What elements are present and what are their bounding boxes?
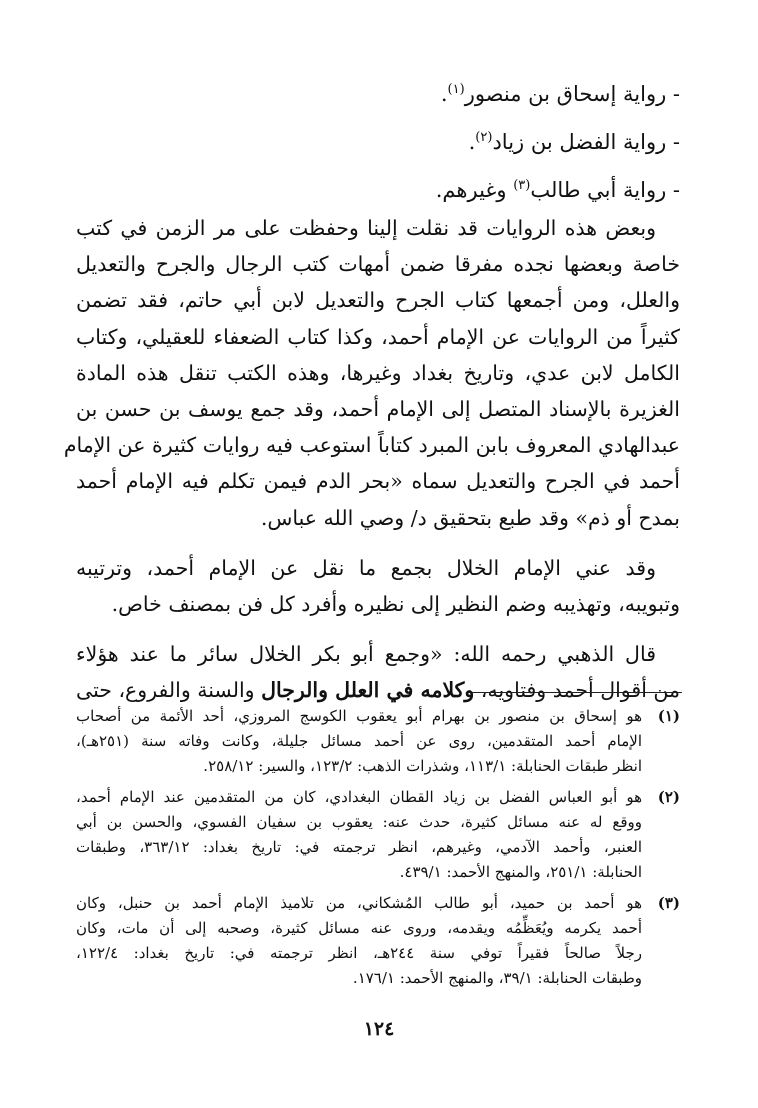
list-item: - رواية أبي طالب$^{(٣)}$ وغيرهم.: [435, 178, 680, 202]
text-line: والعلل، ومن أجمعها كتاب الجرح والتعديل لابن أبي حاتم، فقد تضمن: [76, 288, 680, 313]
paragraph: [63, 210, 680, 536]
footnote-line: ووقع له عنه مسائل كثيرة، حدث عنه: يعقوب بن سفيان الفسوي، والحسن بن أبي: [76, 813, 642, 831]
text-line: من أقوال أحمد وفتاويه، وكلامه في العلل والرجال والسنة والفروع، حتى: [75, 678, 680, 703]
footnote-ref[interactable]: (٢): [475, 130, 493, 145]
footnote-line: العنبر، وأحمد الآدمي، وغيرهم، انظر ترجمته في: تاريخ بغداد: ٣٦٣/١٢، وطبقات: [76, 838, 642, 856]
list-item: - رواية الفضل بن زياد$^{(٢)}$.: [468, 130, 680, 154]
footnote-line: هو أبو العباس الفضل بن زياد القطان البغدادي، كان من المتقدمين عند الإمام أحمد،: [76, 788, 642, 806]
footnote-line: هو إسحاق بن منصور بن بهرام أبو يعقوب الكوسج المروزي، أحد الأئمة من أصحاب: [76, 707, 642, 725]
footnote: [76, 785, 680, 885]
main-text: [63, 210, 680, 723]
footnote-number: (٢): [657, 788, 680, 806]
text-line: بمدح أو ذم» وقد طبع بتحقيق د/ وصي الله عباس.: [260, 505, 680, 530]
footnote-number: (٣): [657, 894, 680, 912]
footnotes: [76, 704, 680, 997]
paragraph: [76, 636, 680, 708]
list-item: - رواية إسحاق بن منصور$^{(١)}$.: [440, 82, 680, 106]
footnote: [76, 891, 680, 991]
bold-phrase: وكلامه في العلل والرجال: [261, 678, 475, 703]
narrations-list: [80, 70, 680, 214]
footnote-line: وطبقات الحنابلة: ٣٩/١، والمنهج الأحمد: ١٧٦/١.: [352, 969, 642, 987]
paragraph: [76, 550, 680, 622]
text-line: خاصة وبعضها نجده مفرقا ضمن أمهات كتب الرجال والجرح والتعديل: [76, 252, 680, 277]
footnote-separator: [472, 692, 682, 693]
footnote-line: أحمد يكرمه ويُعَظِّمُه ويقدمه، وروى عنه مسائل كثيرة، وصحبه إلى أن مات، وكان: [76, 919, 642, 937]
footnote-number: (١): [657, 707, 680, 725]
text-line: عبدالهادي المعروف بابن المبرد كتاباً استوعب فيه روايات كثيرة عن الإمام: [63, 433, 680, 458]
page-number: ١٢٤: [363, 1018, 395, 1040]
footnote-line: الحنابلة: ٢٥١/١، والمنهج الأحمد: ٤٣٩/١.: [399, 863, 642, 881]
footnote-line: انظر طبقات الحنابلة: ١١٣/١، وشذرات الذهب: ١٢٣/٢، والسير: ٢٥٨/١٢.: [203, 757, 642, 775]
text-line: الغزيرة بالإسناد المتصل إلى الإمام أحمد، وقد جمع يوسف بن حسن بن: [76, 397, 680, 422]
footnote-ref[interactable]: (٣): [513, 178, 531, 193]
footnote-line: رجلاً صالحاً فقيراً توفي سنة ٢٤٤هـ، انظر ترجمته في: تاريخ بغداد: ١٢٢/٤،: [76, 944, 642, 962]
text-line: قال الذهبي رحمه الله: «وجمع أبو بكر الخلال سائر ما عند هؤلاء: [76, 642, 656, 667]
footnote: [76, 704, 680, 779]
text-line: الكامل لابن عدي، وتاريخ بغداد وغيرها، وهذه الكتب تنقل هذه المادة: [76, 360, 680, 385]
text-line: وتبويبه، وتهذيبه وضم النظير إلى نظيره وأفرد كل فن بمصنف خاص.: [111, 592, 680, 617]
footnote-line: الإمام أحمد المتقدمين، روى عن أحمد مسائل جليلة، وكانت وفاته سنة (٢٥١هـ)،: [76, 732, 642, 750]
text-line: أحمد في الجرح والتعديل سماه «بحر الدم فيمن تكلم فيه الإمام أحمد: [76, 469, 680, 494]
footnote-ref[interactable]: (١): [447, 82, 465, 97]
footnote-line: هو أحمد بن حميد، أبو طالب المُشكاني، من تلاميذ الإمام أحمد بن حنبل، وكان: [76, 894, 642, 912]
text-line: وبعض هذه الروايات قد نقلت إلينا وحفظت على مر الزمن في كتب: [76, 216, 656, 240]
text-line: وقد عني الإمام الخلال بجمع ما نقل عن الإمام أحمد، وترتيبه: [76, 555, 656, 580]
text-line: كثيراً من الروايات عن الإمام أحمد، وكذا كتاب الضعفاء للعقيلي، وكتاب: [76, 324, 680, 349]
